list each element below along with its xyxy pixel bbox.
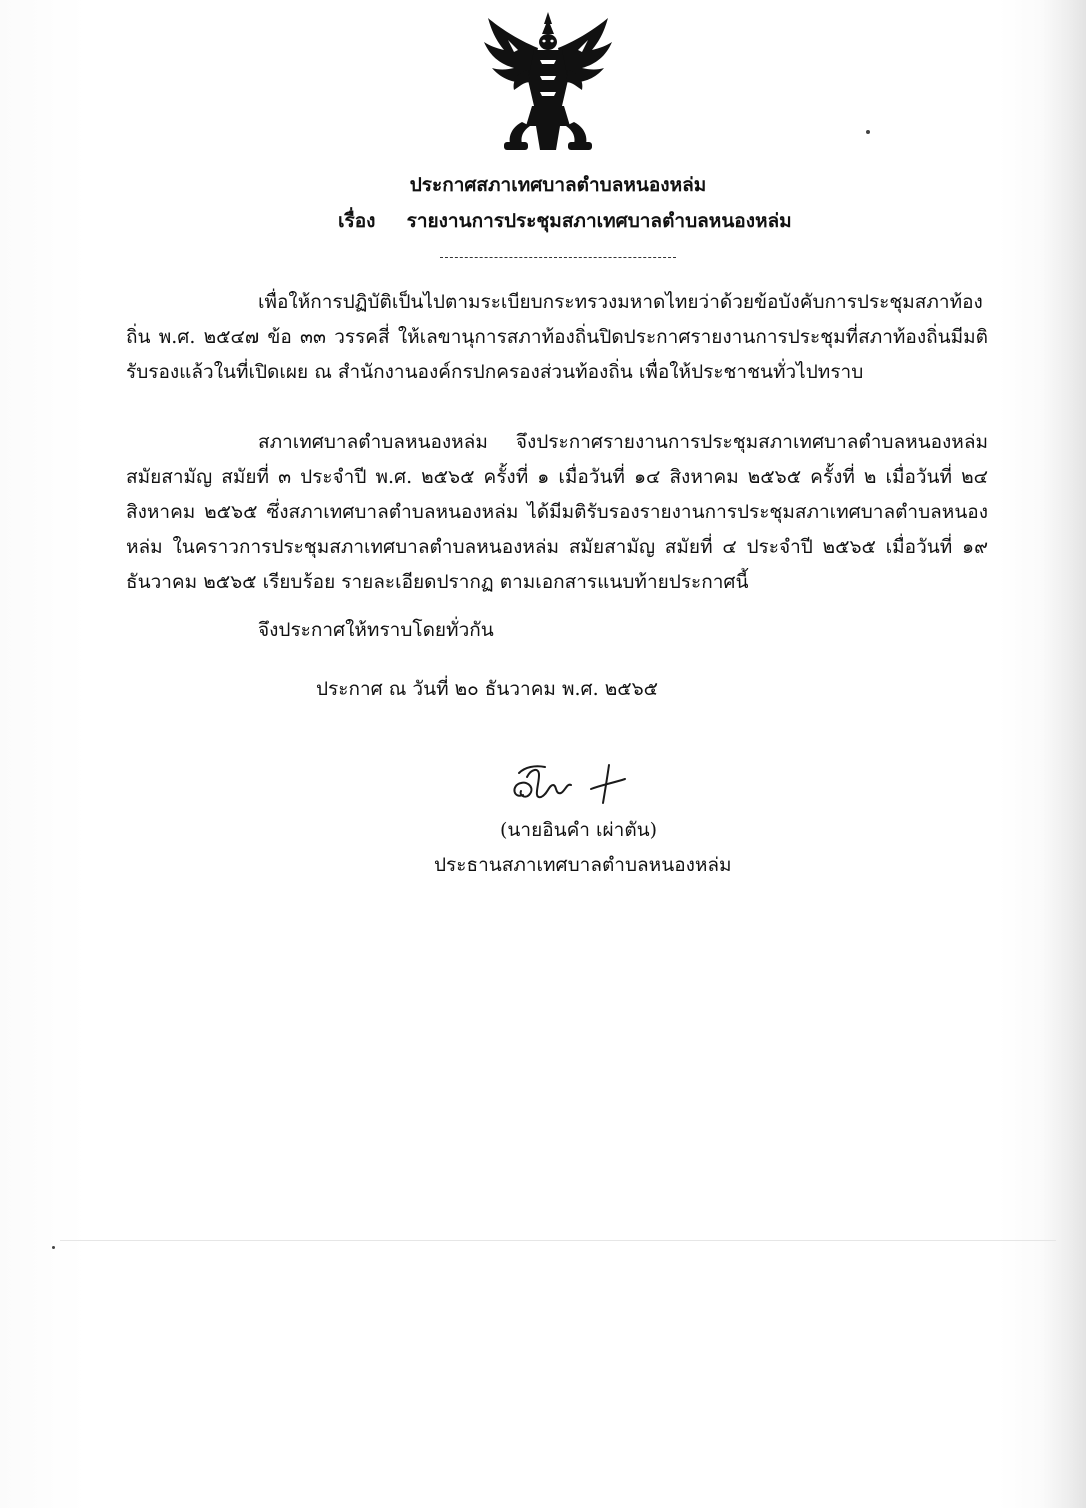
garuda-emblem-icon (478, 10, 618, 156)
scan-shadow (1040, 0, 1086, 1508)
body-paragraph-2 (126, 425, 988, 600)
signer-position: ประธานสภาเทศบาลตำบลหนองหล่ม (434, 854, 732, 876)
handwritten-signature (505, 755, 635, 815)
paper-fold-line (60, 1240, 1056, 1241)
document-title: ประกาศสภาเทศบาลตำบลหนองหล่ม (409, 174, 707, 196)
subject-text: รายงานการประชุมสภาเทศบาลตำบลหนองหล่ม (406, 210, 792, 232)
paragraph-2-text: สภาเทศบาลตำบลหนองหล่ม จึงประกาศรายงานการประชุมสภาเทศบาลตำบลหนองหล่ม สมัยสามัญ สมัยที่ ๓ ประจำปี พ.ศ. ๒๕๖๕ ครั้งที่ ๑ เมื่อวันที่ ๑๔ สิงหาคม ๒๕๖๕ ครั้งที่ ๒ เมื่อวันที่ ๒๔ สิงหาคม ๒๕๖๕ ซึ่งสภาเทศบาลตำบลหนองหล่ม ได้มีมติรับรองรายงานการประชุมสภาเทศบาลตำบลหนองหล่ม ในคราวการประชุมสภาเทศบาลตำบลหนองหล่ม สมัยสามัญ สมัยที่ ๔ ประจำปี ๒๕๖๕ เมื่อวันที่ ๑๙ ธันวาคม ๒๕๖๕ เรียบร้อย รายละเอียดปรากฏ ตามเอกสารแนบท้ายประกาศนี้ (126, 431, 988, 593)
scan-speck (866, 130, 870, 134)
paragraph-1-text: เพื่อให้การปฏิบัติเป็นไปตามระเบียบกระทรวงมหาดไทยว่าด้วยข้อบังคับการประชุมสภาท้องถิ่น พ.ศ. ๒๕๔๗ ข้อ ๓๓ วรรคสี่ ให้เลขานุการสภาท้องถิ่นปิดประกาศรายงานการประชุมที่สภาท้องถิ่นมีมติรับรองแล้วในที่เปิดเผย ณ สำนักงานองค์กรปกครองส่วนท้องถิ่น เพื่อให้ประชาชนทั่วไปทราบ (126, 291, 988, 383)
announcement-date: ประกาศ ณ วันที่ ๒๐ ธันวาคม พ.ศ. ๒๕๖๕ (316, 678, 659, 700)
dashed-divider (440, 257, 676, 258)
body-paragraph-1 (126, 285, 988, 390)
body-paragraph-3: จึงประกาศให้ทราบโดยทั่วกัน (258, 619, 494, 641)
scan-speck (52, 1246, 55, 1249)
subject-line (338, 206, 792, 236)
signer-name: (นายอินคำ เผ่าตัน) (500, 819, 658, 841)
subject-label: เรื่อง (338, 210, 376, 232)
